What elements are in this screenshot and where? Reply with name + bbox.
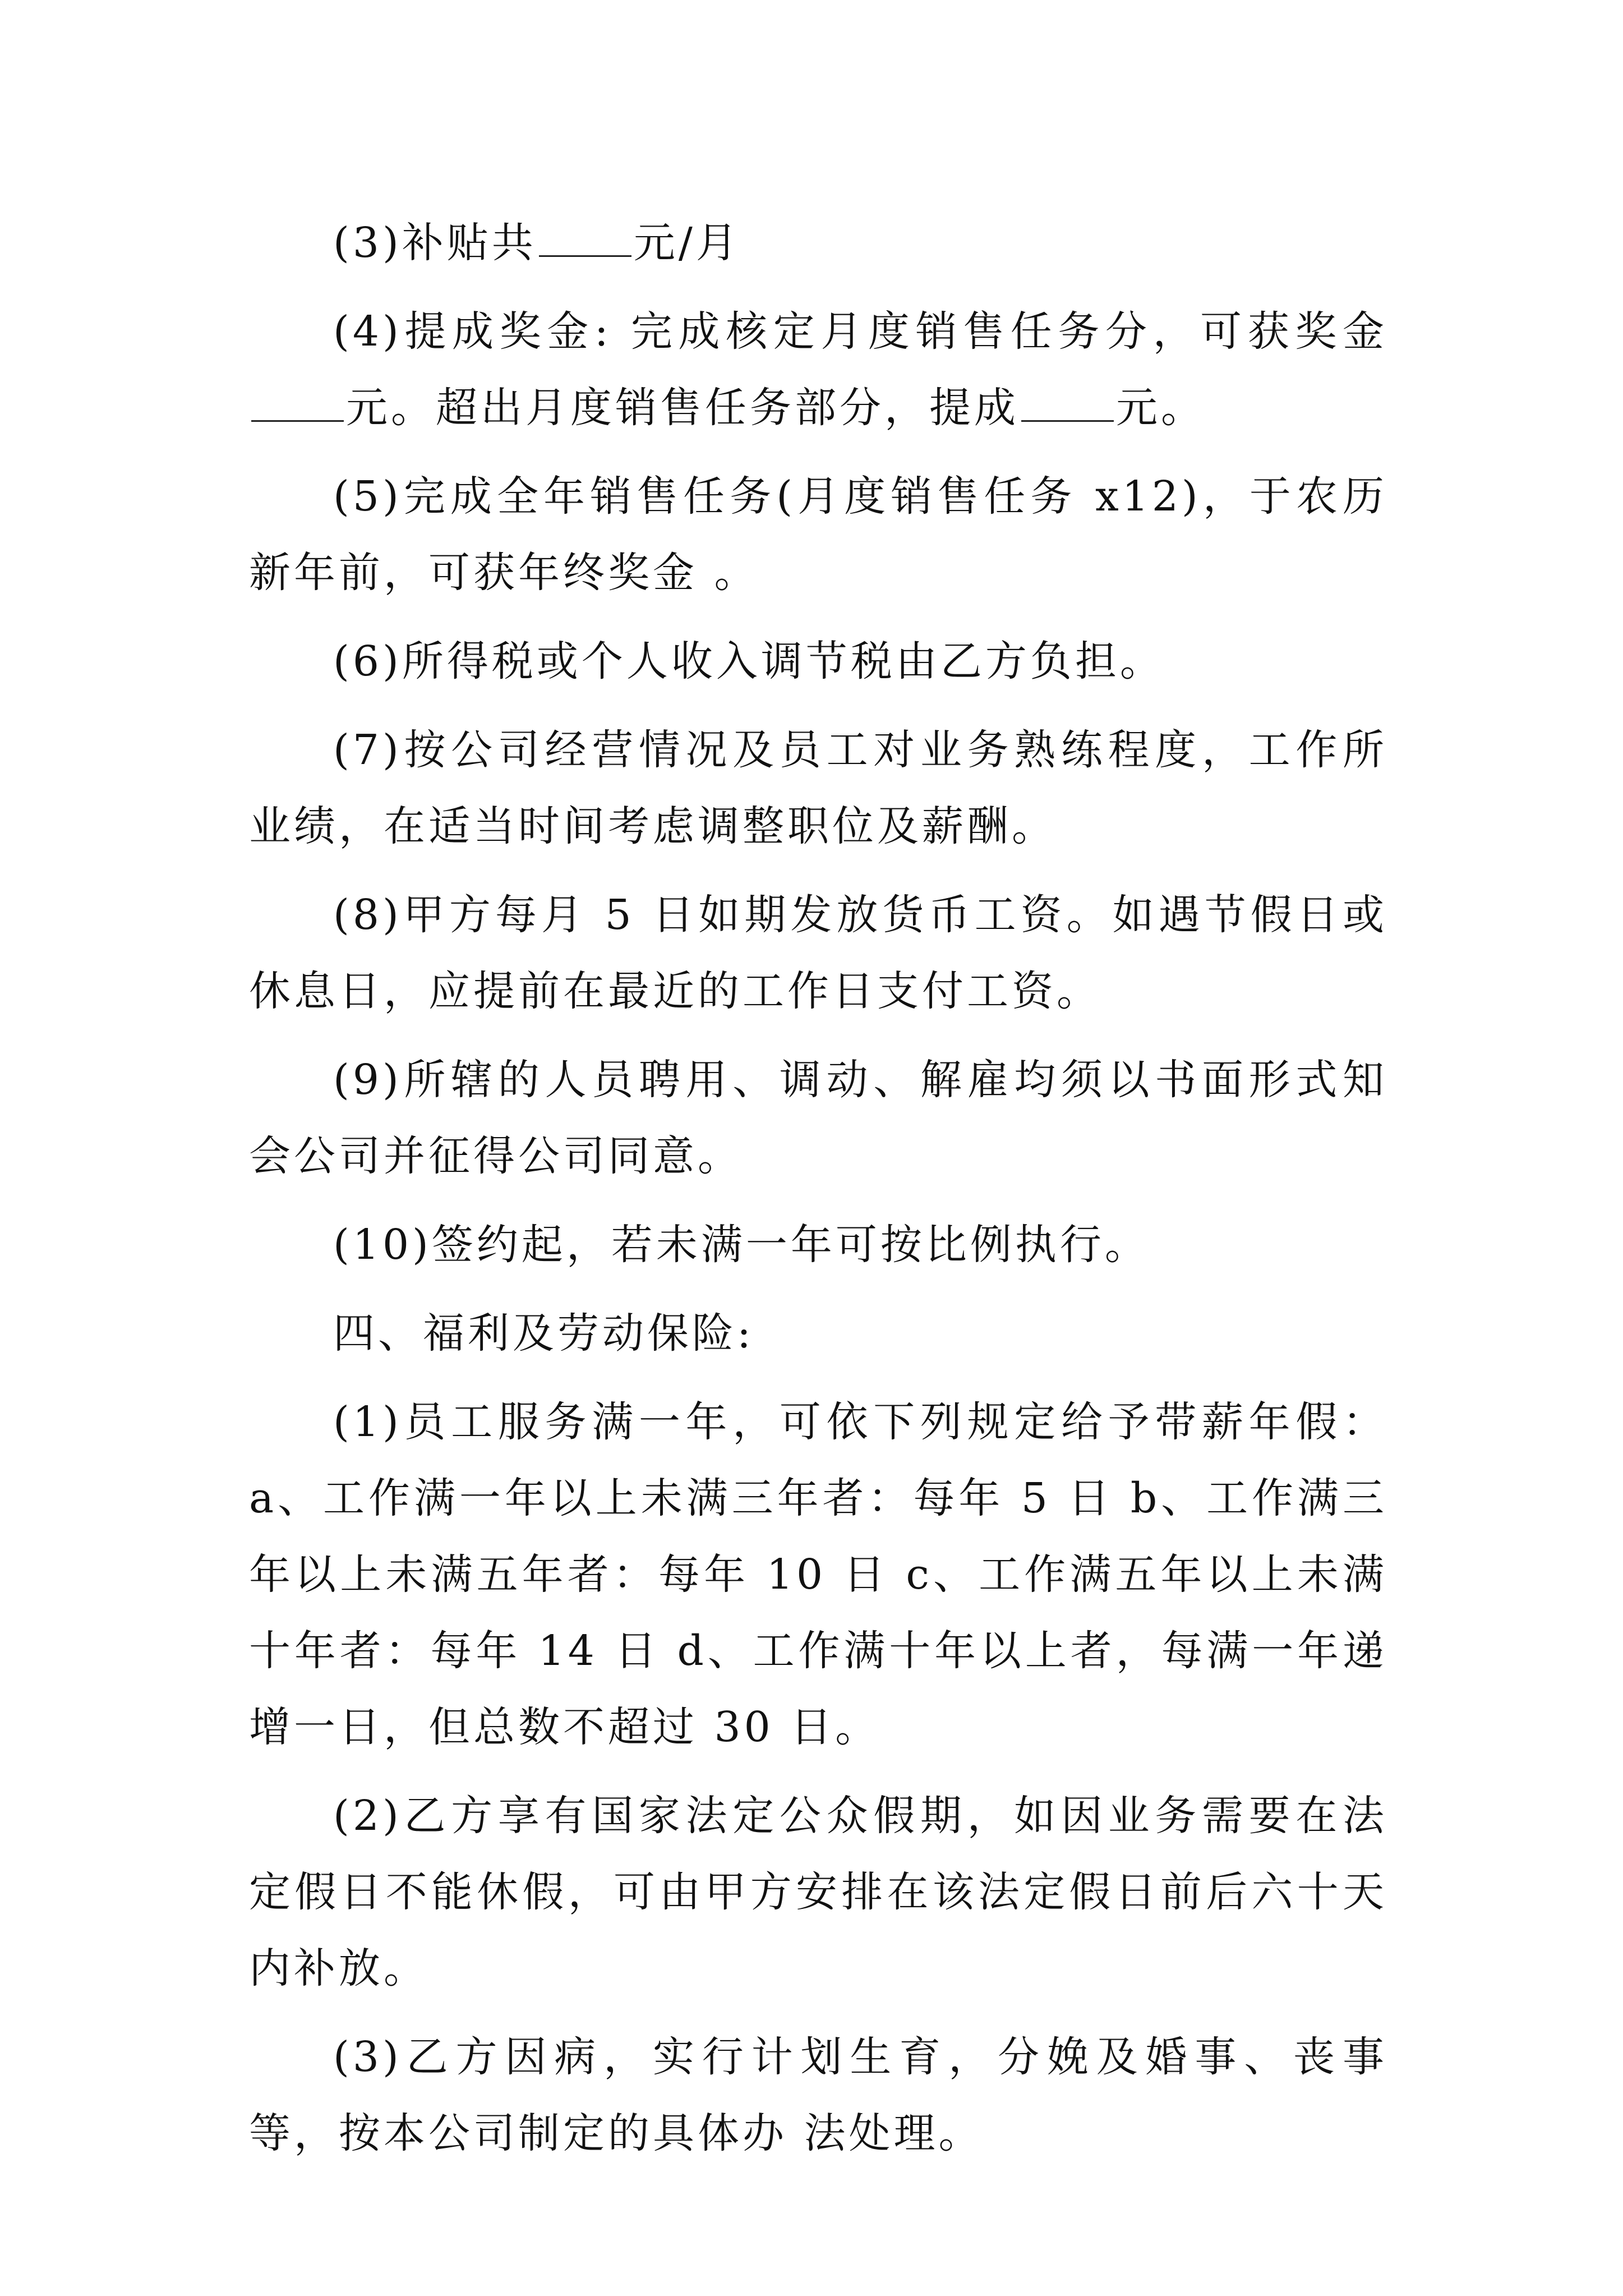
paragraph-annual-leave: (1)员工服务满一年，可依下列规定给予带薪年假：a、工作满一年以上未满三年者：每年 5 日 b、工作满三年以上未满五年者：每年 10 日 c、工作满五年以上未满十年者：每年 14 日 d、工作满十年以上者，每满一年递增一日，但总数不超过 30 日。 — [249, 1398, 1387, 1751]
paragraph-commission — [249, 293, 1387, 446]
paragraph-allowance — [249, 205, 1387, 281]
paragraph-staffing: (9)所辖的人员聘用、调动、解雇均须以书面形式知会公司并征得公司同意。 — [249, 1056, 1387, 1180]
paragraph-sick-leave: (3)乙方因病，实行计划生育，分娩及婚事、丧事等，按本公司制定的具体办 法处理。 — [249, 2033, 1387, 2157]
fill-blank — [1021, 381, 1114, 422]
paragraph-proration: (10)签约起，若未满一年可按比例执行。 — [333, 1221, 1150, 1269]
fill-blank — [539, 216, 631, 257]
paragraph-salary-adjustment: (7)按公司经营情况及员工对业务熟练程度，工作所业绩，在适当时间考虑调整职位及薪酬。 — [249, 726, 1387, 850]
section-heading-benefits: 四、福利及劳动保险: — [333, 1309, 754, 1358]
paragraph-text: 元/月 — [633, 219, 741, 267]
paragraph-text: 元。超出月度销售任务部分，提成 — [346, 384, 1019, 432]
paragraph-text: (4)提成奖金: 完成核定月度销售任务分，可获奖金 — [333, 307, 1387, 356]
paragraph-text: (3)补贴共 — [333, 219, 537, 267]
fill-blank — [251, 381, 344, 422]
paragraph-annual-bonus: (5)完成全年销售任务(月度销售任务 x12)，于农历新年前，可获年终奖金 。 — [249, 472, 1387, 597]
document-body — [249, 205, 1387, 2184]
paragraph-text: 元。 — [1116, 384, 1206, 432]
paragraph-public-holidays: (2)乙方享有国家法定公众假期，如因业务需要在法定假日不能休假，可由甲方安排在该法定假日前后六十天内补放。 — [249, 1792, 1387, 1993]
paragraph-income-tax: (6)所得税或个人收入调节税由乙方负担。 — [333, 637, 1165, 685]
paragraph-payday: (8)甲方每月 5 日如期发放货币工资。如遇节假日或休息日，应提前在最近的工作日支付工资。 — [249, 891, 1387, 1015]
